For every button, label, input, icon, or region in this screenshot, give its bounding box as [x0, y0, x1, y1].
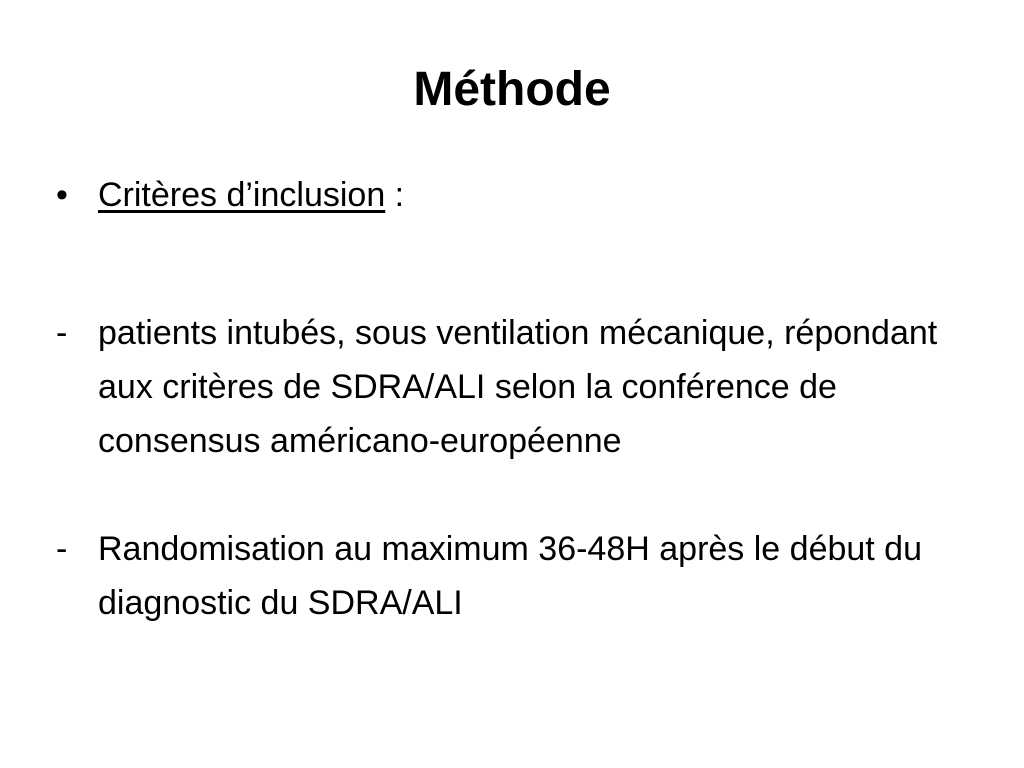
list-item-randomisation: [56, 522, 956, 630]
bullet-marker: •: [56, 176, 68, 214]
criteria-heading-suffix: :: [385, 176, 405, 214]
criteria-heading-label: Critères d’inclusion: [98, 176, 386, 214]
slide-title: Méthode: [413, 63, 611, 116]
list-item-text: patients intubés, sous ventilation mécanique, répondant aux critères de SDRA/ALI selon la conférence de consensus américano-européenne: [98, 314, 938, 460]
dash-marker: -: [56, 314, 68, 352]
list-item-patients: [56, 306, 956, 468]
dash-marker: -: [56, 530, 68, 568]
criteria-heading: [56, 168, 956, 222]
slide-content: [56, 168, 956, 630]
list-item-text: Randomisation au maximum 36-48H après le début du diagnostic du SDRA/ALI: [98, 530, 923, 622]
